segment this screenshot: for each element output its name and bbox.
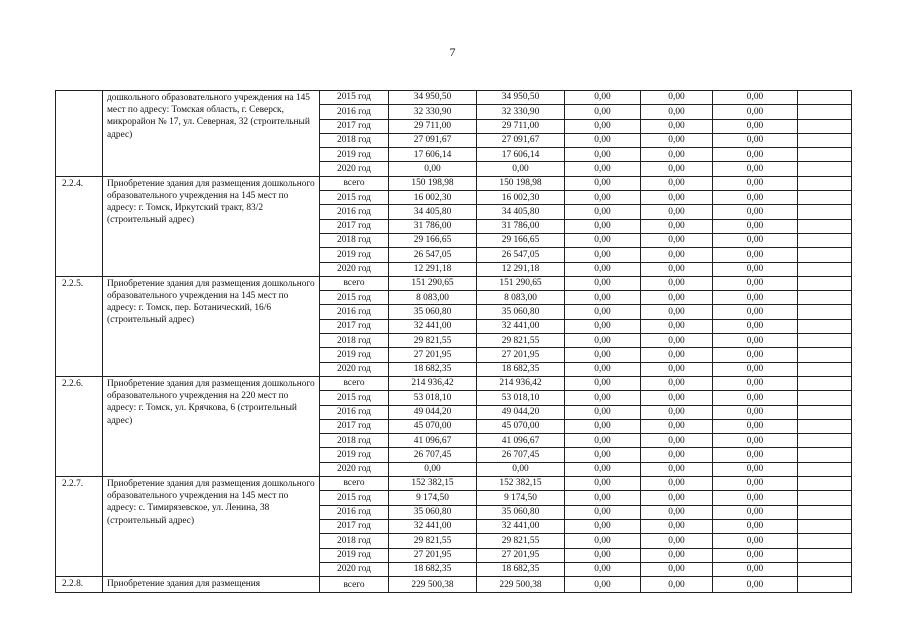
local-budget-cell: 229 500,38 [477,577,565,593]
other-sources-cell: 0,00 [713,534,798,548]
total-amount-cell: 0,00 [389,462,477,476]
item-number-cell: 2.2.7. [56,477,103,577]
regional-budget-cell: 0,00 [565,262,641,276]
local-budget-cell: 214 936,42 [477,376,565,390]
other-sources-cell: 0,00 [713,505,798,519]
federal-budget-cell: 0,00 [641,534,713,548]
other-sources-cell: 0,00 [713,262,798,276]
item-number-cell: 2.2.4. [56,176,103,276]
item-description-cell: Приобретение здания для размещения [103,577,320,593]
total-amount-cell: 29 711,00 [389,119,477,133]
federal-budget-cell: 0,00 [641,233,713,247]
federal-budget-cell: 0,00 [641,248,713,262]
total-amount-cell: 34 950,50 [389,91,477,105]
total-amount-cell: 12 291,18 [389,262,477,276]
other-sources-cell: 0,00 [713,233,798,247]
empty-cell [798,248,852,262]
period-cell: 2019 год [320,248,389,262]
local-budget-cell: 0,00 [477,162,565,176]
regional-budget-cell: 0,00 [565,548,641,562]
period-cell: 2018 год [320,434,389,448]
other-sources-cell: 0,00 [713,391,798,405]
regional-budget-cell: 0,00 [565,519,641,533]
total-amount-cell: 31 786,00 [389,219,477,233]
federal-budget-cell: 0,00 [641,391,713,405]
federal-budget-cell: 0,00 [641,162,713,176]
local-budget-cell: 9 174,50 [477,491,565,505]
total-amount-cell: 26 547,05 [389,248,477,262]
regional-budget-cell: 0,00 [565,291,641,305]
regional-budget-cell: 0,00 [565,191,641,205]
other-sources-cell: 0,00 [713,248,798,262]
local-budget-cell: 27 091,67 [477,133,565,147]
federal-budget-cell: 0,00 [641,91,713,105]
total-amount-cell: 229 500,38 [389,577,477,593]
item-description-cell: Приобретение здания для размещения дошкольного образовательного учреждения на 145 мест по адресу: г. Томск, Иркутский тракт, 83/2 (строительный адрес) [103,176,320,276]
total-amount-cell: 0,00 [389,162,477,176]
period-cell: 2020 год [320,362,389,376]
empty-cell [798,391,852,405]
empty-cell [798,505,852,519]
local-budget-cell: 35 060,80 [477,305,565,319]
federal-budget-cell: 0,00 [641,148,713,162]
federal-budget-cell: 0,00 [641,448,713,462]
period-cell: 2018 год [320,233,389,247]
other-sources-cell: 0,00 [713,105,798,119]
total-amount-cell: 49 044,20 [389,405,477,419]
empty-cell [798,362,852,376]
federal-budget-cell: 0,00 [641,505,713,519]
empty-cell [798,348,852,362]
federal-budget-cell: 0,00 [641,319,713,333]
regional-budget-cell: 0,00 [565,233,641,247]
item-description-cell: Приобретение здания для размещения дошкольного образовательного учреждения на 220 мест по адресу: г. Томск, ул. Крячкова, 6 (строительный адрес) [103,376,320,476]
federal-budget-cell: 0,00 [641,548,713,562]
total-amount-cell: 16 002,30 [389,191,477,205]
federal-budget-cell: 0,00 [641,176,713,190]
total-amount-cell: 32 441,00 [389,519,477,533]
other-sources-cell: 0,00 [713,162,798,176]
local-budget-cell: 152 382,15 [477,477,565,491]
total-amount-cell: 29 821,55 [389,334,477,348]
other-sources-cell: 0,00 [713,376,798,390]
period-cell: 2015 год [320,491,389,505]
period-cell: 2015 год [320,191,389,205]
regional-budget-cell: 0,00 [565,334,641,348]
federal-budget-cell: 0,00 [641,419,713,433]
empty-cell [798,562,852,576]
local-budget-cell: 32 441,00 [477,519,565,533]
local-budget-cell: 34 950,50 [477,91,565,105]
local-budget-cell: 29 711,00 [477,119,565,133]
regional-budget-cell: 0,00 [565,376,641,390]
empty-cell [798,305,852,319]
other-sources-cell: 0,00 [713,276,798,290]
local-budget-cell: 29 821,55 [477,334,565,348]
other-sources-cell: 0,00 [713,291,798,305]
total-amount-cell: 29 166,65 [389,233,477,247]
total-amount-cell: 8 083,00 [389,291,477,305]
regional-budget-cell: 0,00 [565,91,641,105]
federal-budget-cell: 0,00 [641,362,713,376]
local-budget-cell: 18 682,35 [477,362,565,376]
total-amount-cell: 152 382,15 [389,477,477,491]
period-cell: 2017 год [320,419,389,433]
regional-budget-cell: 0,00 [565,391,641,405]
other-sources-cell: 0,00 [713,219,798,233]
local-budget-cell: 151 290,65 [477,276,565,290]
total-amount-cell: 18 682,35 [389,362,477,376]
empty-cell [798,91,852,105]
empty-cell [798,105,852,119]
federal-budget-cell: 0,00 [641,205,713,219]
other-sources-cell: 0,00 [713,148,798,162]
regional-budget-cell: 0,00 [565,405,641,419]
local-budget-cell: 8 083,00 [477,291,565,305]
regional-budget-cell: 0,00 [565,276,641,290]
total-amount-cell: 34 405,80 [389,205,477,219]
federal-budget-cell: 0,00 [641,262,713,276]
empty-cell [798,291,852,305]
empty-cell [798,491,852,505]
federal-budget-cell: 0,00 [641,376,713,390]
table-row [56,276,852,290]
period-cell: 2016 год [320,505,389,519]
regional-budget-cell: 0,00 [565,419,641,433]
item-description-cell: дошкольного образовательного учреждения на 145 мест по адресу: Томская область, г. Северск, микрорайон № 17, ул. Северная, 32 (строительный адрес) [103,91,320,177]
regional-budget-cell: 0,00 [565,162,641,176]
empty-cell [798,519,852,533]
total-amount-cell: 29 821,55 [389,534,477,548]
federal-budget-cell: 0,00 [641,519,713,533]
federal-budget-cell: 0,00 [641,305,713,319]
other-sources-cell: 0,00 [713,577,798,593]
empty-cell [798,205,852,219]
other-sources-cell: 0,00 [713,191,798,205]
federal-budget-cell: 0,00 [641,105,713,119]
regional-budget-cell: 0,00 [565,534,641,548]
other-sources-cell: 0,00 [713,491,798,505]
federal-budget-cell: 0,00 [641,462,713,476]
local-budget-cell: 17 606,14 [477,148,565,162]
other-sources-cell: 0,00 [713,205,798,219]
local-budget-cell: 49 044,20 [477,405,565,419]
local-budget-cell: 32 330,90 [477,105,565,119]
regional-budget-cell: 0,00 [565,205,641,219]
period-cell: 2015 год [320,291,389,305]
local-budget-cell: 45 070,00 [477,419,565,433]
other-sources-cell: 0,00 [713,462,798,476]
period-cell: всего [320,477,389,491]
regional-budget-cell: 0,00 [565,362,641,376]
regional-budget-cell: 0,00 [565,219,641,233]
regional-budget-cell: 0,00 [565,119,641,133]
empty-cell [798,376,852,390]
regional-budget-cell: 0,00 [565,319,641,333]
empty-cell [798,577,852,593]
period-cell: 2019 год [320,148,389,162]
regional-budget-cell: 0,00 [565,448,641,462]
total-amount-cell: 45 070,00 [389,419,477,433]
empty-cell [798,477,852,491]
empty-cell [798,534,852,548]
federal-budget-cell: 0,00 [641,577,713,593]
local-budget-cell: 12 291,18 [477,262,565,276]
total-amount-cell: 41 096,67 [389,434,477,448]
period-cell: 2016 год [320,105,389,119]
other-sources-cell: 0,00 [713,477,798,491]
page-number: 7 [449,45,456,59]
item-number-cell: 2.2.6. [56,376,103,476]
federal-budget-cell: 0,00 [641,219,713,233]
federal-budget-cell: 0,00 [641,119,713,133]
empty-cell [798,176,852,190]
regional-budget-cell: 0,00 [565,505,641,519]
local-budget-cell: 31 786,00 [477,219,565,233]
federal-budget-cell: 0,00 [641,562,713,576]
other-sources-cell: 0,00 [713,419,798,433]
period-cell: 2018 год [320,133,389,147]
empty-cell [798,233,852,247]
table-row [56,477,852,491]
other-sources-cell: 0,00 [713,434,798,448]
other-sources-cell: 0,00 [713,176,798,190]
budget-table [55,90,852,593]
period-cell: 2020 год [320,462,389,476]
empty-cell [798,262,852,276]
period-cell: 2017 год [320,319,389,333]
federal-budget-cell: 0,00 [641,477,713,491]
period-cell: 2016 год [320,205,389,219]
local-budget-cell: 18 682,35 [477,562,565,576]
total-amount-cell: 35 060,80 [389,505,477,519]
total-amount-cell: 32 441,00 [389,319,477,333]
federal-budget-cell: 0,00 [641,434,713,448]
other-sources-cell: 0,00 [713,362,798,376]
period-cell: 2015 год [320,91,389,105]
local-budget-cell: 41 096,67 [477,434,565,448]
period-cell: 2016 год [320,305,389,319]
regional-budget-cell: 0,00 [565,491,641,505]
local-budget-cell: 27 201,95 [477,548,565,562]
other-sources-cell: 0,00 [713,119,798,133]
regional-budget-cell: 0,00 [565,434,641,448]
table-row [56,376,852,390]
empty-cell [798,148,852,162]
other-sources-cell: 0,00 [713,305,798,319]
other-sources-cell: 0,00 [713,348,798,362]
table-row [56,176,852,190]
regional-budget-cell: 0,00 [565,577,641,593]
other-sources-cell: 0,00 [713,448,798,462]
table-row [56,91,852,105]
empty-cell [798,448,852,462]
federal-budget-cell: 0,00 [641,291,713,305]
local-budget-cell: 53 018,10 [477,391,565,405]
total-amount-cell: 27 201,95 [389,348,477,362]
period-cell: 2019 год [320,348,389,362]
item-description-cell: Приобретение здания для размещения дошкольного образовательного учреждения на 145 мест по адресу: с. Тимирязевское, ул. Ленина, 38 (строительный адрес) [103,477,320,577]
regional-budget-cell: 0,00 [565,148,641,162]
period-cell: 2017 год [320,119,389,133]
other-sources-cell: 0,00 [713,334,798,348]
period-cell: 2015 год [320,391,389,405]
total-amount-cell: 35 060,80 [389,305,477,319]
local-budget-cell: 27 201,95 [477,348,565,362]
local-budget-cell: 0,00 [477,462,565,476]
item-number-cell: 2.2.5. [56,276,103,376]
other-sources-cell: 0,00 [713,405,798,419]
item-description-cell: Приобретение здания для размещения дошкольного образовательного учреждения на 145 мест по адресу: г. Томск, пер. Ботанический, 16/6 (строительный адрес) [103,276,320,376]
total-amount-cell: 214 936,42 [389,376,477,390]
empty-cell [798,191,852,205]
total-amount-cell: 27 091,67 [389,133,477,147]
local-budget-cell: 34 405,80 [477,205,565,219]
period-cell: 2020 год [320,162,389,176]
period-cell: всего [320,176,389,190]
local-budget-cell: 29 166,65 [477,233,565,247]
regional-budget-cell: 0,00 [565,305,641,319]
regional-budget-cell: 0,00 [565,248,641,262]
total-amount-cell: 27 201,95 [389,548,477,562]
total-amount-cell: 18 682,35 [389,562,477,576]
other-sources-cell: 0,00 [713,319,798,333]
federal-budget-cell: 0,00 [641,491,713,505]
federal-budget-cell: 0,00 [641,191,713,205]
period-cell: 2018 год [320,334,389,348]
empty-cell [798,319,852,333]
regional-budget-cell: 0,00 [565,105,641,119]
local-budget-cell: 32 441,00 [477,319,565,333]
federal-budget-cell: 0,00 [641,405,713,419]
empty-cell [798,462,852,476]
period-cell: 2017 год [320,519,389,533]
federal-budget-cell: 0,00 [641,334,713,348]
regional-budget-cell: 0,00 [565,133,641,147]
total-amount-cell: 53 018,10 [389,391,477,405]
other-sources-cell: 0,00 [713,133,798,147]
local-budget-cell: 26 547,05 [477,248,565,262]
federal-budget-cell: 0,00 [641,133,713,147]
local-budget-cell: 29 821,55 [477,534,565,548]
period-cell: 2018 год [320,534,389,548]
period-cell: 2019 год [320,548,389,562]
total-amount-cell: 9 174,50 [389,491,477,505]
regional-budget-cell: 0,00 [565,462,641,476]
local-budget-cell: 16 002,30 [477,191,565,205]
empty-cell [798,434,852,448]
regional-budget-cell: 0,00 [565,562,641,576]
regional-budget-cell: 0,00 [565,348,641,362]
table-row [56,577,852,593]
empty-cell [798,162,852,176]
regional-budget-cell: 0,00 [565,477,641,491]
empty-cell [798,276,852,290]
item-number-cell: 2.2.8. [56,577,103,593]
other-sources-cell: 0,00 [713,519,798,533]
empty-cell [798,119,852,133]
total-amount-cell: 17 606,14 [389,148,477,162]
other-sources-cell: 0,00 [713,548,798,562]
period-cell: всего [320,276,389,290]
total-amount-cell: 151 290,65 [389,276,477,290]
empty-cell [798,219,852,233]
period-cell: 2017 год [320,219,389,233]
federal-budget-cell: 0,00 [641,348,713,362]
other-sources-cell: 0,00 [713,91,798,105]
period-cell: 2019 год [320,448,389,462]
empty-cell [798,419,852,433]
local-budget-cell: 35 060,80 [477,505,565,519]
total-amount-cell: 32 330,90 [389,105,477,119]
period-cell: 2020 год [320,262,389,276]
period-cell: всего [320,376,389,390]
period-cell: всего [320,577,389,593]
other-sources-cell: 0,00 [713,562,798,576]
empty-cell [798,334,852,348]
empty-cell [798,405,852,419]
total-amount-cell: 26 707,45 [389,448,477,462]
empty-cell [798,133,852,147]
period-cell: 2020 год [320,562,389,576]
total-amount-cell: 150 198,98 [389,176,477,190]
federal-budget-cell: 0,00 [641,276,713,290]
local-budget-cell: 26 707,45 [477,448,565,462]
empty-cell [798,548,852,562]
local-budget-cell: 150 198,98 [477,176,565,190]
item-number-cell [56,91,103,177]
regional-budget-cell: 0,00 [565,176,641,190]
period-cell: 2016 год [320,405,389,419]
